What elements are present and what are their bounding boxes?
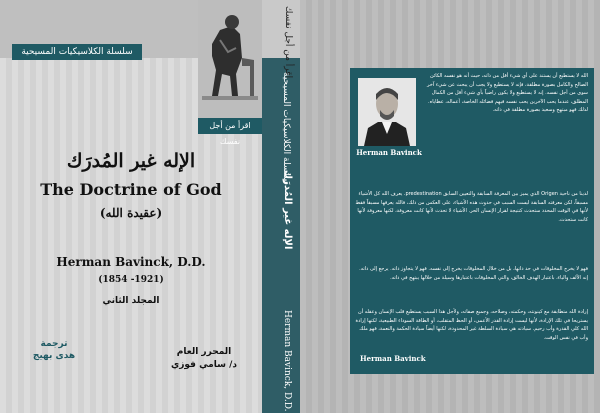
author-portrait bbox=[358, 78, 416, 146]
back-paragraph-4: إرادة الله متطابقة مع كينونته، وحكمته، وصلاحه، وجميع صفاته، ولأجل هذا السبب يستطيع قلب الإنسان وعقله أن يستريحا في تلك الإرادة، لأنها ليست إرادة القدر الأعمى، أو الحظ المتقلب، أو الطاقة السوداء الطبيعية، لكنها إرادة الله كلي القدرة وأب رحيم. سيادته هي سيادة السلطة غير المحدودة، لكنها أيضاً سيادة الحكمة والنعمة، فهو ملك وأب في نفس الوقت. bbox=[355, 309, 588, 341]
portrait-caption: Herman Bavinck bbox=[356, 148, 422, 157]
translator-credit bbox=[14, 338, 94, 362]
title-arabic: الإله غير المُدرَك bbox=[66, 150, 196, 172]
spine-series: سلسلة الكلاسيكيات المسيحية bbox=[281, 72, 291, 184]
front-cover bbox=[0, 0, 262, 413]
back-paragraph-2: لدينا من ناحية Origen الذي يميز بين المعرفة السابقة والتعيين السابق predestination. يعرف الله كل الأشياء مسبقاً، لكن معرفته السابقة ليست السبب في حدوث هذه الأشياء، على العكس من ذلك، فالله يعرفها مسبقاً فقط لأنها في الوقت المحدد ستحدث كنتيجة لقرار الإنسان الحر. الأشياء لا تحدث لأنها كانت معروفة، لكنها معروفة لأنها كانت ستحدث. bbox=[355, 191, 588, 223]
editor-credit bbox=[150, 346, 258, 372]
read-for-yourself-label: اقرأ من أجل نفسك bbox=[198, 118, 262, 134]
subtitle-arabic: (عقيدة الله) bbox=[99, 206, 163, 220]
seated-man-illustration bbox=[198, 0, 262, 118]
title-english: The Doctrine of God bbox=[40, 180, 222, 199]
series-label: سلسلة الكلاسيكيات المسيحية bbox=[12, 44, 142, 60]
spine-title: الإله غير المُدرَك bbox=[282, 170, 293, 250]
translator-name: هدى بهيج bbox=[32, 351, 76, 361]
author-years: (1854 -1921) bbox=[98, 275, 164, 285]
back-paragraph-3: فهو لا يخرج المخلوقات في حد ذاتها، بل من خلال المخلوقات يخرج إلى نفسه. فهو لا يتجاوز ذاته. يرجع إلى ذاته. إنه الألف والياء، باعتبار الهدف الخالق، والتي المخلوقات باعتبارها وسيلة من خلالها يبتهج في ذاته. bbox=[359, 266, 588, 281]
volume-label: المجلد الثاني bbox=[102, 296, 160, 306]
author-name: Herman Bavinck, D.D. bbox=[56, 255, 206, 269]
back-signature: Herman Bavinck bbox=[360, 354, 426, 363]
back-cover bbox=[300, 0, 600, 413]
editor-name: د/ سامي فوزي bbox=[170, 360, 238, 370]
spine-top-band bbox=[262, 0, 300, 58]
book-spine bbox=[262, 0, 300, 413]
spine-author: Herman Bavinck, D.D. bbox=[282, 310, 292, 412]
back-paragraph-1: الله لا يستطيع أن يستند على أي شيء أقل من ذاته، حيث أنه هو نفسه الكائن الصالح والكامل بصورة مطلقة، فإنه لا يستطيع ولا يجب أن يبحث عن شيء آخر سوى من أجل نفسه. إنه لا يستطيع ولا يكون راضياً بأي شيء أقل من الكمال المطلق، عندما يحب الآخرين يحب نفسه فيهم فضائله الخاصة، أعماله، عطاياه. لذلك فهو مبتهج وسعيد بصورة مطلقة في ذاته. bbox=[427, 73, 588, 114]
back-text-panel bbox=[350, 68, 594, 374]
editor-role: المحرر العام bbox=[176, 347, 232, 357]
translator-role: ترجمة bbox=[40, 339, 68, 349]
spine-read-label: اقرأ من أجل نفسك bbox=[283, 6, 293, 79]
